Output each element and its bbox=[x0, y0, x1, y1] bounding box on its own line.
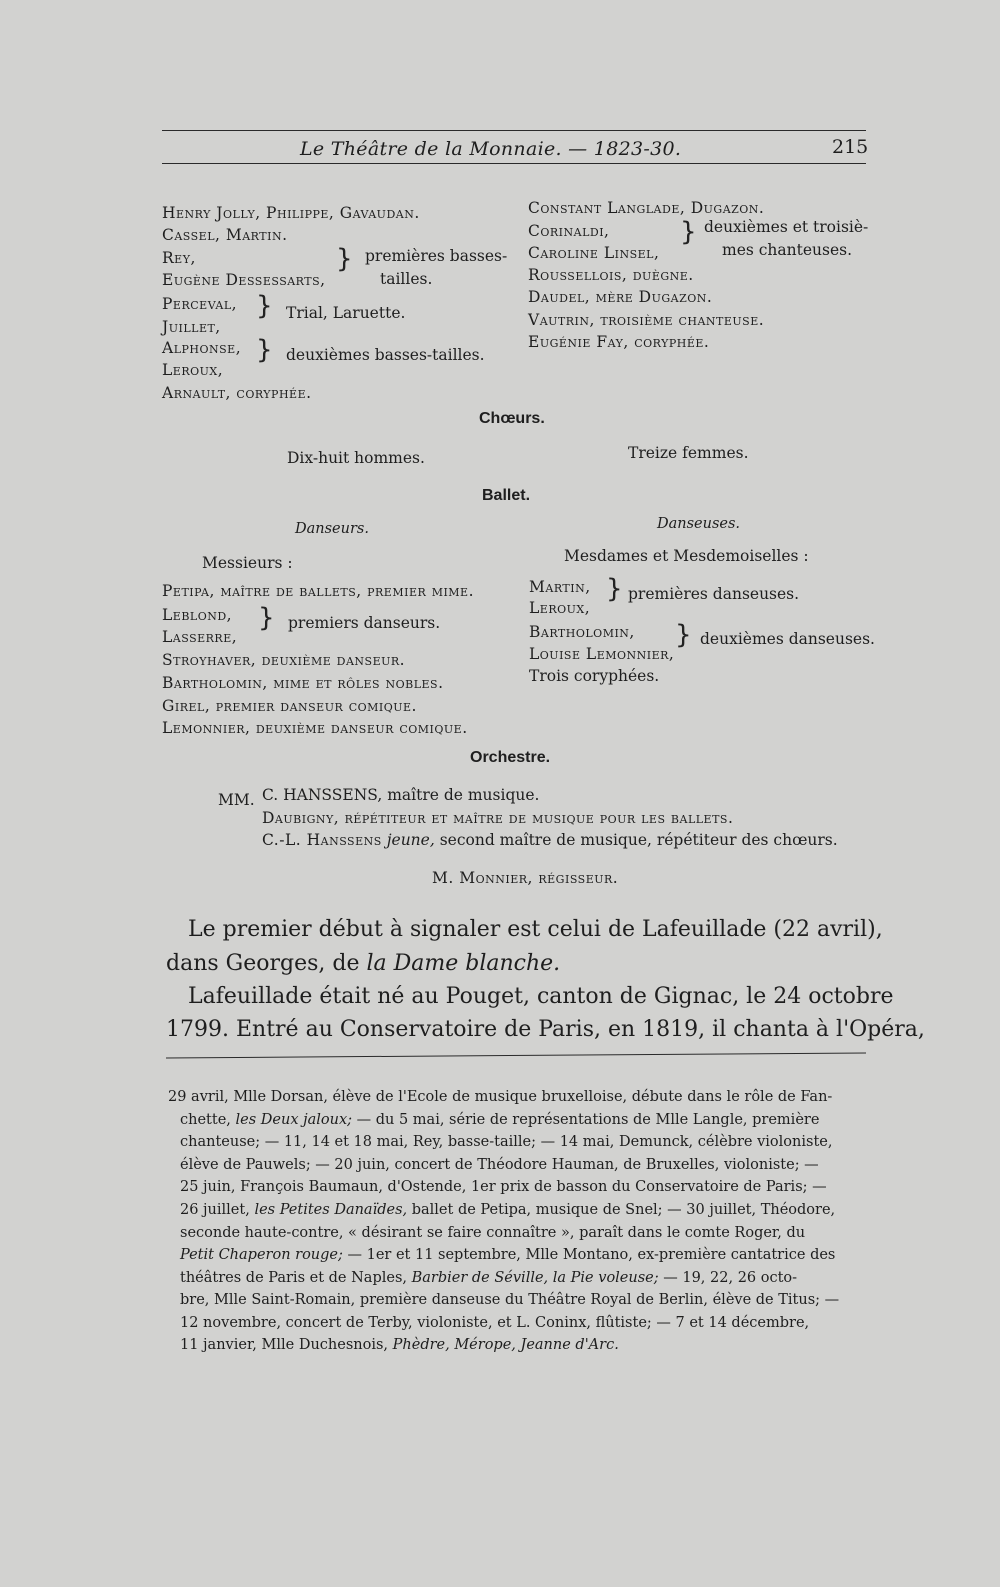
danseur-petipa: Petipa, maître de ballets, premier mime. bbox=[162, 582, 475, 600]
danseurs-heading: Danseurs. bbox=[295, 521, 369, 537]
body-p2-line2: 1799. Entré au Conservatoire de Paris, en 1819, il chanta à l'Opéra, bbox=[166, 1017, 925, 1042]
brace-icon: } bbox=[258, 603, 275, 633]
footnote-italic: Barbier de Séville, la Pie voleuse; bbox=[411, 1270, 659, 1286]
page-number: 215 bbox=[832, 136, 869, 158]
footnote-text: chette, bbox=[180, 1112, 236, 1128]
footnote-line: bre, Mlle Saint-Romain, première danseuse du Théâtre Royal de Berlin, élève de Titus; — bbox=[180, 1292, 840, 1308]
cl-rest: second maître de musique, répétiteur des chœurs. bbox=[439, 831, 838, 849]
brace-icon: } bbox=[256, 335, 273, 365]
footnote-text: — 1er et 11 septembre, Mlle Montano, ex-première cantatrice des bbox=[342, 1247, 836, 1263]
cast-cassel: Cassel, Martin. bbox=[162, 226, 288, 244]
orchestre-daubigny: Daubigny, répétiteur et maître de musique pour les ballets. bbox=[262, 809, 734, 827]
cast-langlade: Constant Langlade, Dugazon. bbox=[528, 199, 765, 217]
body-p1-line1: Le premier début à signaler est celui de Lafeuillade (22 avril), bbox=[188, 917, 883, 942]
footnote-line bbox=[180, 1199, 835, 1222]
orchestre-cl-hanssens bbox=[262, 830, 838, 852]
cast-arnault: Arnault, coryphée. bbox=[162, 384, 312, 402]
brace-icon: } bbox=[675, 620, 692, 650]
choeurs-femmes: Treize femmes. bbox=[628, 444, 749, 462]
cast-corinaldi: Corinaldi, bbox=[528, 222, 610, 240]
danseur-girel: Girel, premier danseur comique. bbox=[162, 697, 417, 715]
danseuse-leroux: Leroux, bbox=[529, 599, 591, 617]
footnote-text: 26 juillet, bbox=[180, 1202, 255, 1218]
choeurs-hommes: Dix-huit hommes. bbox=[287, 449, 425, 467]
cast-perceval: Perceval, bbox=[162, 295, 238, 313]
footnote-line bbox=[180, 1109, 819, 1132]
body-p2-line1: Lafeuillade était né au Pouget, canton de Gignac, le 24 octobre bbox=[188, 984, 894, 1009]
role-basses-2: tailles. bbox=[380, 270, 433, 288]
role-deuxiemes-troisiemes-1: deuxièmes et troisiè- bbox=[704, 218, 869, 236]
footnote-italic: les Petites Danaïdes, bbox=[254, 1202, 408, 1218]
danseuses-heading: Danseuses. bbox=[657, 516, 741, 532]
cast-roussellois: Roussellois, duègne. bbox=[528, 266, 694, 284]
footnote-text: 11 janvier, Mlle Duchesnois, bbox=[180, 1337, 393, 1353]
footnote-italic: les Deux jaloux; bbox=[235, 1112, 353, 1128]
danseuse-martin: Martin, bbox=[529, 578, 591, 596]
cast-fay: Eugénie Fay, coryphée. bbox=[528, 333, 710, 351]
cl-jeune: jeune, bbox=[386, 831, 435, 849]
footnote-line bbox=[180, 1267, 797, 1290]
brace-icon: } bbox=[256, 291, 273, 321]
orchestre-hanssens: C. HANSSENS, maître de musique. bbox=[262, 786, 540, 804]
brace-icon: } bbox=[680, 217, 697, 247]
danseuse-louise-lemonnier: Louise Lemonnier, bbox=[529, 645, 675, 663]
footnote-text: — 19, 22, 26 octo- bbox=[658, 1270, 798, 1286]
cast-vautrin: Vautrin, troisième chanteuse. bbox=[528, 311, 765, 329]
footnote-text: ballet de Petipa, musique de Snel; — 30 juillet, Théodore, bbox=[407, 1202, 836, 1218]
orchestre-heading: Orchestre. bbox=[470, 749, 551, 766]
brace-icon: } bbox=[336, 244, 353, 274]
running-title: Le Théâtre de la Monnaie. — 1823-30. bbox=[300, 138, 682, 160]
footnote-text: — du 5 mai, série de représentations de Mlle Langle, première bbox=[352, 1112, 820, 1128]
danseur-lasserre: Lasserre, bbox=[162, 628, 238, 646]
footnote-line: élève de Pauwels; — 20 juin, concert de Théodore Hauman, de Bruxelles, violoniste; — bbox=[180, 1157, 819, 1173]
body-p1-line2-text: dans Georges, de bbox=[166, 951, 367, 976]
footnote-italic: Phèdre, Mérope, Jeanne d'Arc. bbox=[392, 1337, 619, 1353]
danseur-lemonnier: Lemonnier, deuxième danseur comique. bbox=[162, 719, 468, 737]
footnote-italic: Petit Chaperon rouge; bbox=[180, 1247, 343, 1263]
footnote-line bbox=[180, 1244, 835, 1267]
orchestre-monnier: M. Monnier, régisseur. bbox=[432, 869, 619, 887]
header-rule-bottom bbox=[162, 163, 866, 164]
cast-linsel: Caroline Linsel, bbox=[528, 244, 660, 262]
cast-dessessarts: Eugène Dessessarts, bbox=[162, 271, 326, 289]
role-trial: Trial, Laruette. bbox=[286, 304, 406, 322]
mesdames-label: Mesdames et Mesdemoiselles : bbox=[564, 547, 809, 565]
footnote-line: 25 juin, François Baumaun, d'Ostende, 1er prix de basson du Conservatoire de Paris; — bbox=[180, 1179, 827, 1195]
footnote-line: 12 novembre, concert de Terby, violoniste, et L. Coninx, flûtiste; — 7 et 14 décembre, bbox=[180, 1315, 810, 1331]
role-basses-1: premières basses- bbox=[365, 247, 508, 265]
cast-alphonse: Alphonse, bbox=[162, 339, 242, 357]
role-deuxiemes-bt: deuxièmes basses-tailles. bbox=[286, 346, 485, 364]
footnote-text: théâtres de Paris et de Naples, bbox=[180, 1270, 412, 1286]
body-p1-line2 bbox=[166, 947, 560, 981]
ballet-heading: Ballet. bbox=[482, 487, 531, 504]
messieurs-label: Messieurs : bbox=[202, 554, 293, 572]
orchestre-mm: MM. bbox=[218, 791, 255, 809]
choeurs-heading: Chœurs. bbox=[479, 410, 545, 427]
danseur-leblond: Leblond, bbox=[162, 606, 233, 624]
brace-icon: } bbox=[606, 574, 623, 604]
footnote-line: chanteuse; — 11, 14 et 18 mai, Rey, basse-taille; — 14 mai, Demunck, célèbre violoniste, bbox=[180, 1134, 833, 1150]
cl-name: C.-L. Hanssens bbox=[262, 831, 382, 849]
footnote-line bbox=[180, 1334, 619, 1357]
footnote-line: 29 avril, Mlle Dorsan, élève de l'Ecole de musique bruxelloise, débute dans le rôle de Fan- bbox=[168, 1089, 833, 1105]
footnote-line: seconde haute-contre, « désirant se faire connaître », paraît dans le comte Roger, du bbox=[180, 1225, 806, 1241]
cast-leroux: Leroux, bbox=[162, 361, 224, 379]
cast-rey: Rey, bbox=[162, 249, 196, 267]
cast-jolly: Henry Jolly, Philippe, Gavaudan. bbox=[162, 204, 420, 222]
danseur-stroyhaver: Stroyhaver, deuxième danseur. bbox=[162, 651, 406, 669]
cast-juillet: Juillet, bbox=[162, 318, 221, 336]
role-premieres-danseuses: premières danseuses. bbox=[628, 585, 800, 603]
role-premiers-danseurs: premiers danseurs. bbox=[288, 614, 441, 632]
header-rule-top bbox=[162, 130, 866, 131]
role-deuxiemes-troisiemes-2: mes chanteuses. bbox=[722, 241, 853, 259]
danseuse-bartholomin: Bartholomin, bbox=[529, 623, 635, 641]
danseur-bartholomin: Bartholomin, mime et rôles nobles. bbox=[162, 674, 444, 692]
body-p1-line2-italic: la Dame blanche. bbox=[366, 951, 561, 976]
cast-daudel: Daudel, mère Dugazon. bbox=[528, 288, 713, 306]
danseuses-coryphees: Trois coryphées. bbox=[529, 667, 660, 685]
role-deuxiemes-danseuses: deuxièmes danseuses. bbox=[700, 630, 875, 648]
footnote-rule bbox=[166, 1053, 866, 1059]
